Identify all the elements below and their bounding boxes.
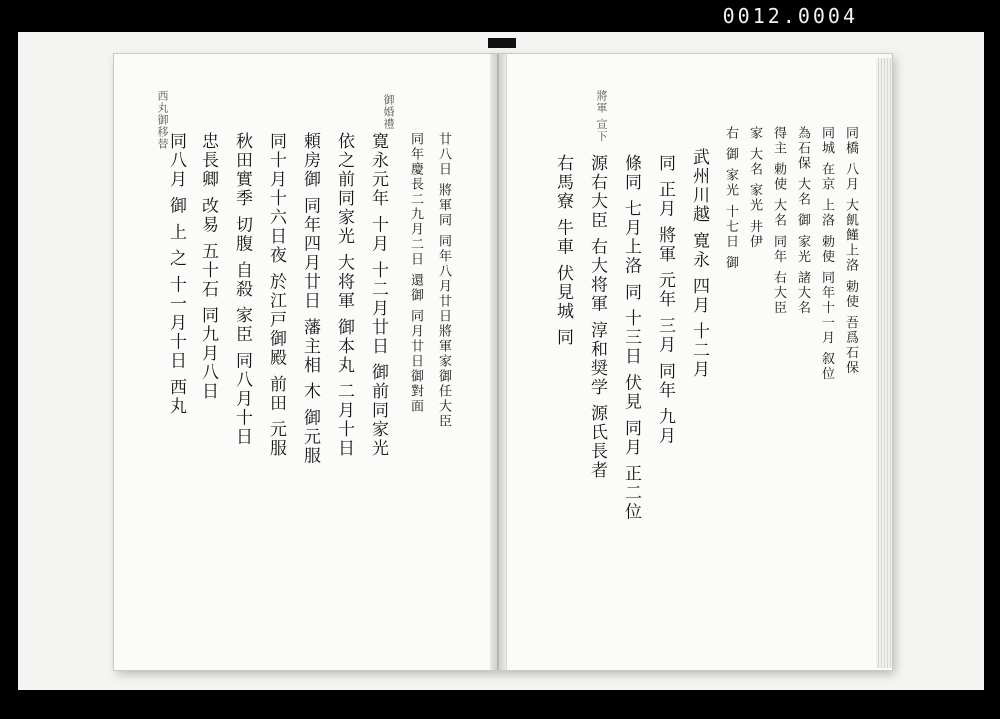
left-column-9: 同八月 御 上 之 十一月十日 西丸 [166,132,186,417]
frame-label: 0012.0004 [722,4,858,28]
left-column-2: 同年慶長二九月二日 還御 同月廿日御對面 [408,132,423,415]
right-page [506,54,877,670]
left-column-6: 同十月十六日夜 於江戸御殿 前田 元服 [266,132,286,459]
left-column-7: 秋田實季 切腹 自殺 家臣 同八月十日 [232,132,252,447]
right-margin-note: 將軍 宣下 [595,90,608,143]
open-book [114,54,892,670]
left-margin-note: 西丸御移替 [156,90,169,150]
left-column-8: 忠長卿 改易 五十石 同九月八日 [198,132,218,402]
book-gutter [490,54,506,670]
left-column-4: 依之前同家光 大将軍 御本丸 二月十日 [334,132,354,459]
right-column-3: 為石保 大名 御 家光 諸大名 [795,126,810,316]
right-column-10: 源右大臣 右大将軍 淳和奨学 源氏長者 [587,154,607,481]
left-header-note: 御婚禮 [382,94,395,130]
left-column-5: 頼房御 同年四月廿日 藩主相 木 御元服 [300,132,320,466]
right-column-6: 右 御 家光 十七日 御 [723,126,738,271]
right-column-4: 得主 勅使 大名 同年 右大臣 [771,126,786,316]
right-column-5: 家 大名 家光 井伊 [747,126,762,250]
right-column-9: 條同 七月上洛 同 十三日 伏見 同月 正二位 [621,154,641,522]
paper-sheet [18,32,984,690]
left-page [114,54,491,670]
page-edge [876,58,892,668]
right-column-8: 同 正月 將軍 元年 三月 同年 九月 [655,154,675,446]
left-column-3: 寛永元年 十月 十二月廿日 御前同家光 [368,132,388,459]
right-column-7: 武州川越 寛永 四月 十二月 [689,148,709,380]
right-column-1: 同橋 八月 大飢饉上洛 勅使 吾爲石保 [843,126,858,376]
right-column-2: 同城 在京 上洛 勅使 同年十一月 叙位 [819,126,834,382]
right-column-11: 右馬寮 牛車 伏見城 同 [553,154,573,348]
left-column-1: 廿八日 將軍同 同年八月廿日將軍家御任大臣 [436,132,451,430]
binding-clip [488,38,516,48]
